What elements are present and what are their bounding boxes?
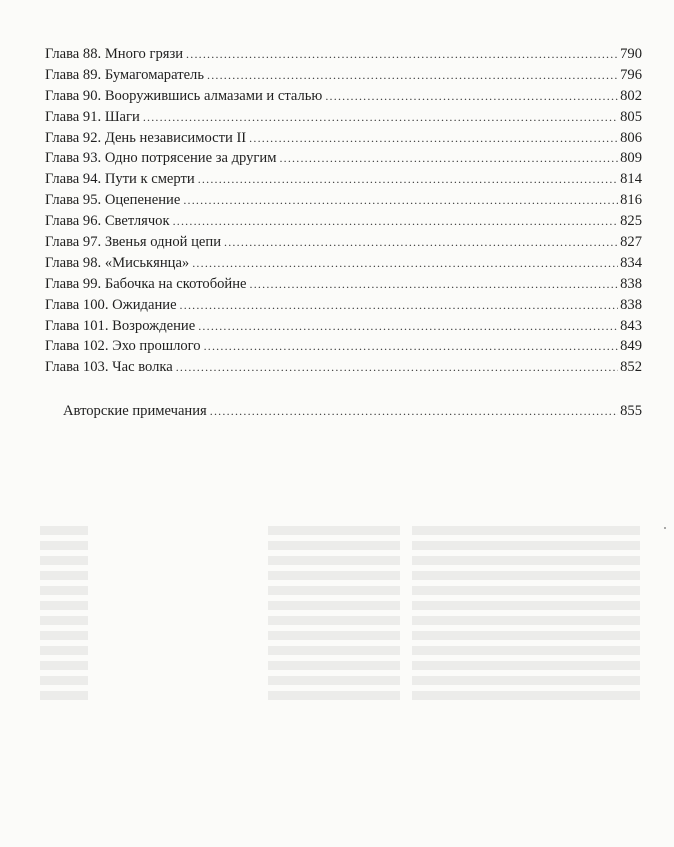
- toc-entry: [45, 107, 642, 128]
- toc-entry-page: 843: [620, 317, 642, 334]
- toc-entry-page: 806: [620, 129, 642, 146]
- toc-entry-title: Авторские примечания: [63, 403, 207, 419]
- toc-leader-dots: [198, 316, 618, 337]
- toc-entry-title: Глава 88. Много грязи: [45, 46, 184, 62]
- paper-speck: [664, 527, 666, 529]
- toc-entry: [45, 44, 642, 65]
- toc-entry-page: 802: [620, 87, 642, 104]
- toc-entry-page: 809: [620, 150, 642, 167]
- toc-notes-section: [45, 401, 642, 422]
- toc-entry-title: Глава 96. Светлячок: [45, 213, 170, 230]
- toc-leader-dots: [224, 232, 618, 253]
- toc-entry: [45, 128, 642, 149]
- toc-entry: [45, 86, 642, 107]
- toc-entry: [45, 357, 642, 378]
- toc-entry: [45, 316, 642, 337]
- toc-entry-page: 816: [620, 192, 642, 209]
- toc-entry-page: 834: [620, 254, 642, 271]
- toc-leader-dots: [173, 211, 619, 232]
- reverse-side-bleed-through: [40, 520, 640, 704]
- toc-leader-dots: [207, 65, 618, 86]
- toc-entry-page: 827: [620, 234, 642, 251]
- toc-leader-dots: [198, 169, 618, 190]
- toc-entry: [45, 190, 642, 211]
- toc-entry-title: Глава 89. Бумагомаратель: [45, 66, 204, 83]
- toc-entry-title: Глава 91. Шаги: [45, 108, 140, 125]
- toc-leader-dots: [183, 190, 618, 211]
- toc-entry: [45, 65, 642, 86]
- toc-entry-page: 805: [620, 108, 642, 125]
- toc-entry: [45, 274, 642, 295]
- toc-entry-title: Глава 99. Бабочка на скотобойне: [45, 275, 247, 292]
- toc-leader-dots: [279, 148, 618, 169]
- toc-entry-page: 852: [620, 359, 642, 376]
- toc-entry-title: Глава 93. Одно потрясение за другим: [45, 150, 277, 167]
- toc-leader-dots: [204, 336, 619, 357]
- toc-entry-page: 838: [620, 275, 642, 292]
- toc-leader-dots: [249, 128, 618, 149]
- toc-leader-dots: [186, 44, 618, 65]
- toc-entry: [45, 295, 642, 316]
- toc-entry-page: 814: [620, 171, 642, 188]
- toc-entry-page: 838: [620, 296, 642, 313]
- toc-entry: [45, 232, 642, 253]
- toc-entry-title: Глава 92. День независимости II: [45, 129, 247, 146]
- toc-leader-dots: [192, 253, 618, 274]
- toc-entry-title: Глава 98. «Миськянца»: [45, 254, 190, 271]
- toc-entry-title: Глава 90. Вооружившись алмазами и сталью: [45, 87, 323, 104]
- toc-leader-dots: [143, 107, 618, 128]
- toc-entry: [45, 336, 642, 357]
- toc-entry-author-notes: [45, 401, 642, 422]
- toc-entry: [45, 253, 642, 274]
- toc-entry: [45, 211, 642, 232]
- toc-entry-page: 825: [620, 213, 642, 230]
- toc-entry: [45, 148, 642, 169]
- toc-entry-title: Глава 101. Возрождение: [45, 317, 196, 334]
- toc-entry-page: 849: [620, 338, 642, 355]
- toc-entry-title: Глава 94. Пути к смерти: [45, 171, 195, 188]
- toc-leader-dots: [325, 86, 618, 107]
- toc-leader-dots: [180, 295, 619, 316]
- table-of-contents: [45, 44, 642, 378]
- toc-entry-title: Глава 103. Час волка: [45, 359, 173, 376]
- toc-entry-page: 855: [620, 403, 642, 419]
- toc-entry-title: Глава 95. Оцепенение: [45, 192, 181, 209]
- toc-entry-page: 796: [620, 66, 642, 83]
- toc-leader-dots: [250, 274, 619, 295]
- toc-entry-page: 790: [620, 46, 642, 62]
- toc-entry-title: Глава 97. Звенья одной цепи: [45, 234, 222, 251]
- toc-entry-title: Глава 102. Эхо прошлого: [45, 338, 201, 355]
- toc-entry: [45, 169, 642, 190]
- toc-leader-dots: [176, 357, 618, 378]
- toc-entry-title: Глава 100. Ожидание: [45, 296, 177, 313]
- toc-leader-dots: [210, 401, 618, 422]
